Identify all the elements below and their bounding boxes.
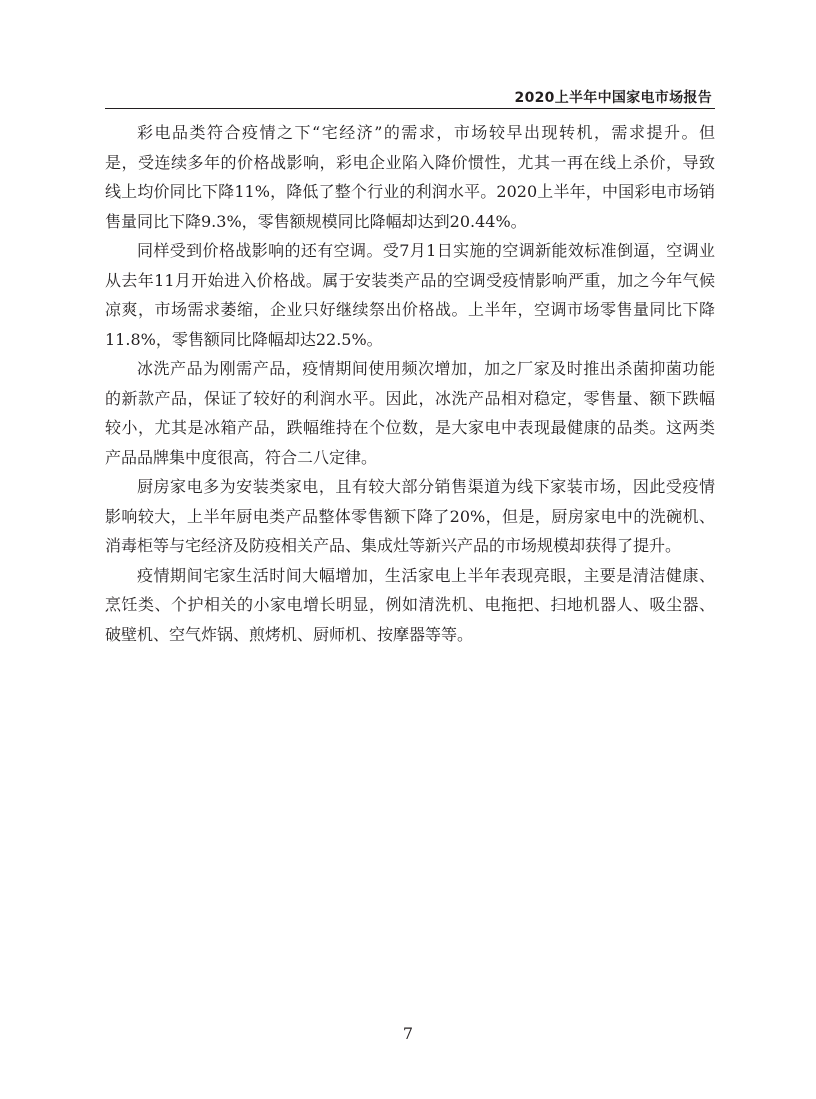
- paragraph-tv: [105, 118, 715, 236]
- text-line: 冰洗产品为刚需产品，疫情期间使用频次增加，加之厂家及时推出杀菌抑菌功能: [137, 359, 715, 378]
- paragraph-air-conditioner: [105, 236, 715, 354]
- text-line: 产品品牌集中度很高，符合二八定律。: [105, 447, 378, 467]
- text-line: 的新款产品，保证了较好的利润水平。因此，冰洗产品相对稳定，零售量、额下跌幅: [105, 388, 715, 408]
- text-line: 同样受到价格战影响的还有空调。受7月1日实施的空调新能效标准倒逼，空调业: [137, 241, 715, 260]
- text-line: 凉爽，市场需求萎缩，企业只好继续祭出价格战。上半年，空调市场零售量同比下降: [105, 300, 715, 319]
- text-line: 彩电品类符合疫情之下“宅经济”的需求，市场较早出现转机，需求提升。但: [137, 123, 715, 142]
- page-number: 7: [402, 1024, 414, 1043]
- header-divider: [105, 108, 715, 109]
- paragraph-fridge-washer: [105, 354, 715, 472]
- text-line: 从去年11月开始进入价格战。属于安装类产品的空调受疫情影响严重，加之今年气候: [105, 270, 715, 290]
- paragraph-kitchen: [105, 472, 715, 561]
- text-line: 售量同比下降9.3%，零售额规模同比降幅却达到20.44%。: [105, 211, 527, 231]
- report-body: [105, 118, 715, 649]
- text-line: 消毒柜等与宅经济及防疫相关产品、集成灶等新兴产品的市场规模却获得了提升。: [105, 536, 682, 555]
- text-line: 影响较大，上半年厨电类产品整体零售额下降了20%，但是，厨房家电中的洗碗机、: [105, 506, 715, 526]
- text-line: 较小，尤其是冰箱产品，跌幅维持在个位数，是大家电中表现最健康的品类。这两类: [105, 418, 715, 437]
- report-title: 2020上半年中国家电市场报告: [514, 90, 712, 106]
- paragraph-small-appliances: [105, 561, 715, 650]
- text-line: 破壁机、空气炸锅、煎烤机、厨师机、按摩器等等。: [105, 624, 474, 644]
- text-line: 线上均价同比下降11%，降低了整个行业的利润水平。2020上半年，中国彩电市场销: [105, 182, 715, 201]
- text-line: 厨房家电多为安装类家电，且有较大部分销售渠道为线下家装市场，因此受疫情: [137, 477, 715, 496]
- text-line: 烹饪类、个护相关的小家电增长明显，例如清洗机、电拖把、扫地机器人、吸尘器、: [105, 595, 715, 614]
- text-line: 是，受连续多年的价格战影响，彩电企业陷入降价惯性，尤其一再在线上杀价，导致: [105, 152, 715, 172]
- text-line: 疫情期间宅家生活时间大幅增加，生活家电上半年表现亮眼，主要是清洁健康、: [137, 565, 715, 585]
- text-line: 11.8%，零售额同比降幅却达22.5%。: [105, 329, 383, 349]
